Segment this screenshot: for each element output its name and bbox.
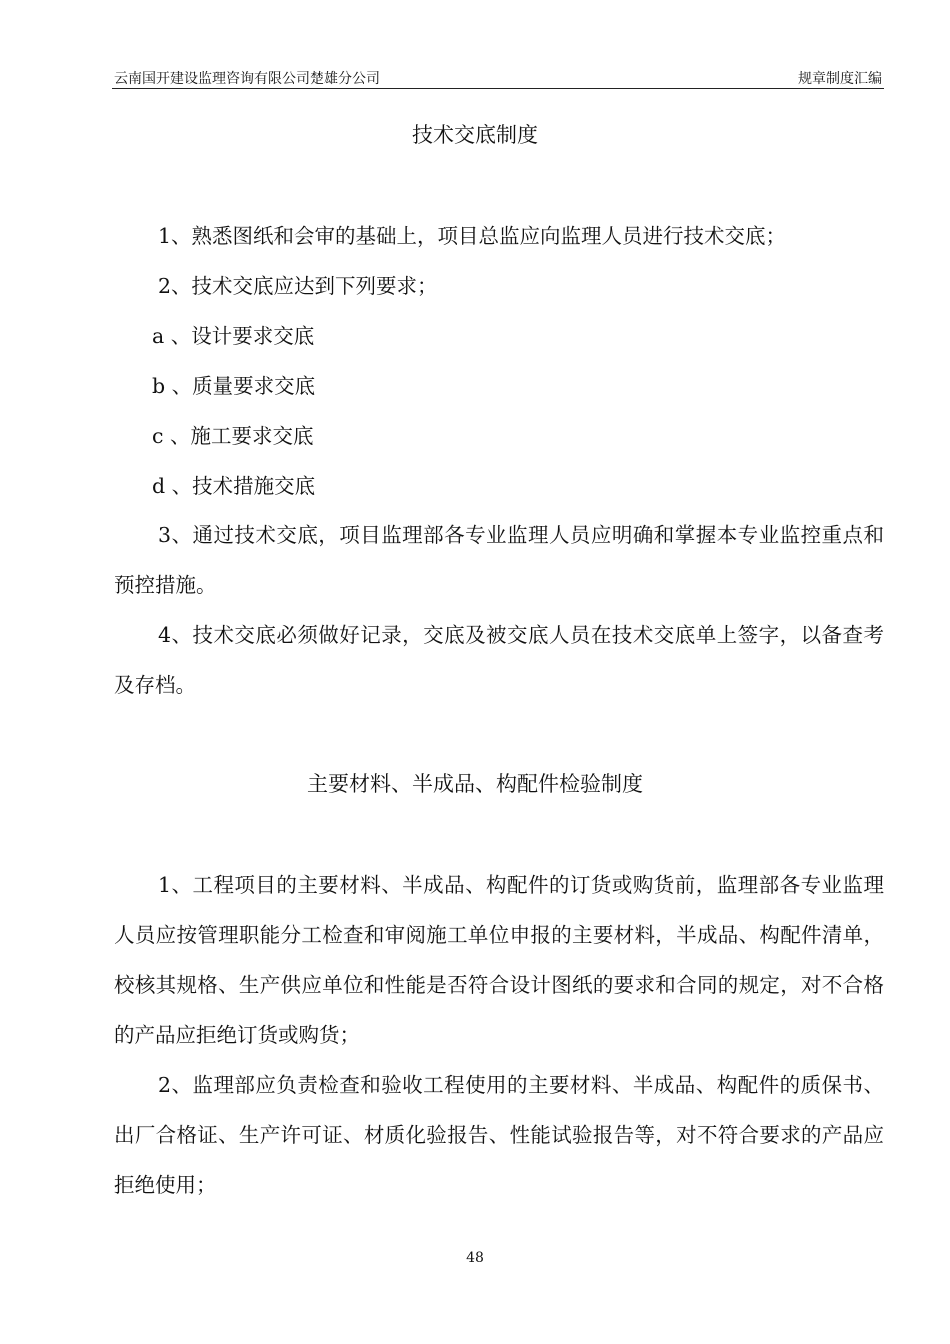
- section2-paragraph-1: 1、工程项目的主要材料、半成品、构配件的订货或购货前，监理部各专业监理人员应按管理职能分工检查和审阅施工单位申报的主要材料，半成品、构配件清单，校核其规格、生产供应单位和性能是否符合设计图纸的要求和合同的规定，对不合格的产品应拒绝订货或购货；: [114, 873, 884, 1047]
- list-item-d: d 、技术措施交底: [152, 474, 316, 498]
- section1-paragraph-1: 1、熟悉图纸和会审的基础上，项目总监应向监理人员进行技术交底；: [158, 224, 787, 248]
- section1-paragraph-3: 3、通过技术交底，项目监理部各专业监理人员应明确和掌握本专业监控重点和预控措施。: [114, 523, 884, 597]
- list-item-b: b 、质量要求交底: [152, 374, 316, 398]
- page-header: [112, 62, 884, 89]
- list-item-a: a 、设计要求交底: [152, 324, 315, 348]
- section1-paragraph-2: 2、技术交底应达到下列要求；: [158, 274, 438, 298]
- section1-title: 技术交底制度: [412, 123, 538, 147]
- section2-paragraph-2: 2、监理部应负责检查和验收工程使用的主要材料、半成品、构配件的质保书、出厂合格证、生产许可证、材质化验报告、性能试验报告等，对不符合要求的产品应拒绝使用；: [114, 1073, 884, 1197]
- header-section: 规章制度汇编: [798, 71, 882, 87]
- section1-paragraph-4: 4、技术交底必须做好记录，交底及被交底人员在技术交底单上签字，以备查考及存档。: [114, 623, 884, 697]
- page-number: 48: [466, 1250, 484, 1266]
- section2-title: 主要材料、半成品、构配件检验制度: [307, 772, 643, 796]
- header-company: 云南国开建设监理咨询有限公司楚雄分公司: [114, 71, 380, 87]
- list-item-c: c 、施工要求交底: [152, 424, 314, 448]
